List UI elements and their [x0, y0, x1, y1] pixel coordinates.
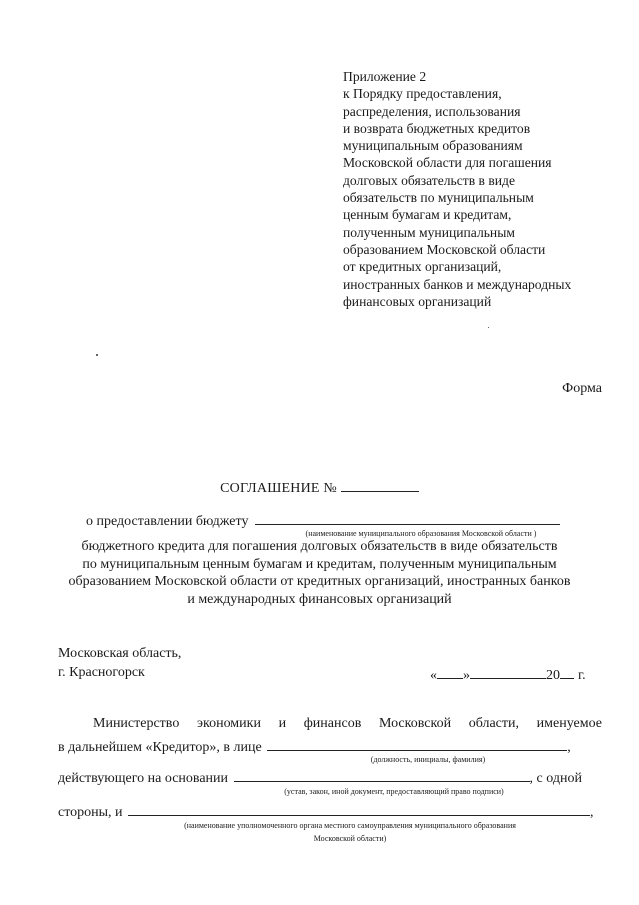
basis-field[interactable] — [234, 768, 530, 782]
person-caption: (должность, инициалы, фамилия) — [370, 755, 486, 764]
para1-line2-prefix: в дальнейшем «Кредитор», в лице — [58, 740, 262, 755]
scan-speck — [96, 354, 98, 356]
appendix-line: долговых обязательств в виде — [343, 172, 515, 188]
subject-line: и международных финансовых организаций — [187, 591, 452, 607]
para2-prefix: действующего на основании — [58, 771, 229, 786]
date-suffix: г. — [578, 668, 586, 683]
organization-caption-line1: (наименование уполномоченного органа местного самоуправления муниципального образования — [184, 821, 516, 830]
appendix-line: и возврата бюджетных кредитов — [343, 120, 531, 136]
agreement-number-field[interactable] — [341, 478, 419, 492]
organization-caption-line2: Московской области) — [313, 834, 387, 843]
para2-suffix: , с одной — [529, 771, 582, 786]
date-month-field[interactable] — [470, 665, 546, 679]
appendix-header — [343, 68, 633, 310]
date-day-field[interactable] — [437, 665, 463, 679]
person-field[interactable] — [267, 737, 567, 751]
basis-caption: (устав, закон, иной документ, предоставляющий право подписи) — [284, 787, 504, 796]
budget-line — [86, 511, 560, 530]
para2-line — [58, 768, 602, 787]
appendix-line: к Порядку предоставления, — [343, 86, 502, 102]
municipality-name-field[interactable] — [255, 511, 560, 525]
budget-prefix: о предоставлении бюджету — [86, 514, 249, 529]
date-close-quote: » — [463, 668, 470, 683]
para3-prefix: стороны, и — [58, 805, 123, 820]
appendix-line: обязательств по муниципальным — [343, 190, 534, 206]
para1-line1: Министерство экономики и финансов Московской области, именуемое — [93, 716, 602, 731]
appendix-line: иностранных банков и международных — [343, 276, 572, 292]
scan-speck — [488, 327, 489, 328]
appendix-line: Приложение 2 — [343, 69, 427, 84]
para1-line2-suffix: , — [567, 740, 571, 755]
place-line-2: г. Красногорск — [58, 665, 145, 680]
appendix-line: от кредитных организаций, — [343, 259, 502, 275]
place-line-1: Московская область, — [58, 646, 182, 661]
date-year-field[interactable] — [560, 665, 574, 679]
appendix-line: муниципальным образованиям — [343, 138, 523, 154]
date-year-prefix: 20 — [546, 668, 560, 683]
subject-line: образованием Московской области от кредитных организаций, иностранных банков — [68, 574, 571, 589]
appendix-line: полученным муниципальным — [343, 224, 515, 240]
agreement-title-text: СОГЛАШЕНИЕ № — [220, 481, 337, 496]
date-line — [430, 665, 586, 684]
form-label: Форма — [562, 381, 602, 396]
appendix-line: образованием Московской области — [343, 241, 546, 257]
agreement-title — [0, 478, 639, 497]
budget-caption: (наименование муниципального образования Московской области ) — [305, 529, 537, 538]
para3-line — [58, 802, 602, 821]
agreement-subject — [0, 538, 639, 608]
subject-line: по муниципальным ценным бумагам и кредитам, полученным муниципальным — [82, 556, 557, 572]
appendix-line: ценным бумагам и кредитам, — [343, 207, 512, 223]
para3-suffix: , — [590, 805, 594, 820]
para1-line2 — [58, 737, 602, 756]
appendix-line: распределения, использования — [343, 103, 521, 119]
subject-line: бюджетного кредита для погашения долговых обязательств в виде обязательств — [81, 539, 558, 554]
organization-field[interactable] — [128, 802, 590, 816]
appendix-line: Московской области для погашения — [343, 155, 552, 171]
date-open-quote: « — [430, 668, 437, 683]
appendix-line: финансовых организаций — [343, 293, 492, 309]
